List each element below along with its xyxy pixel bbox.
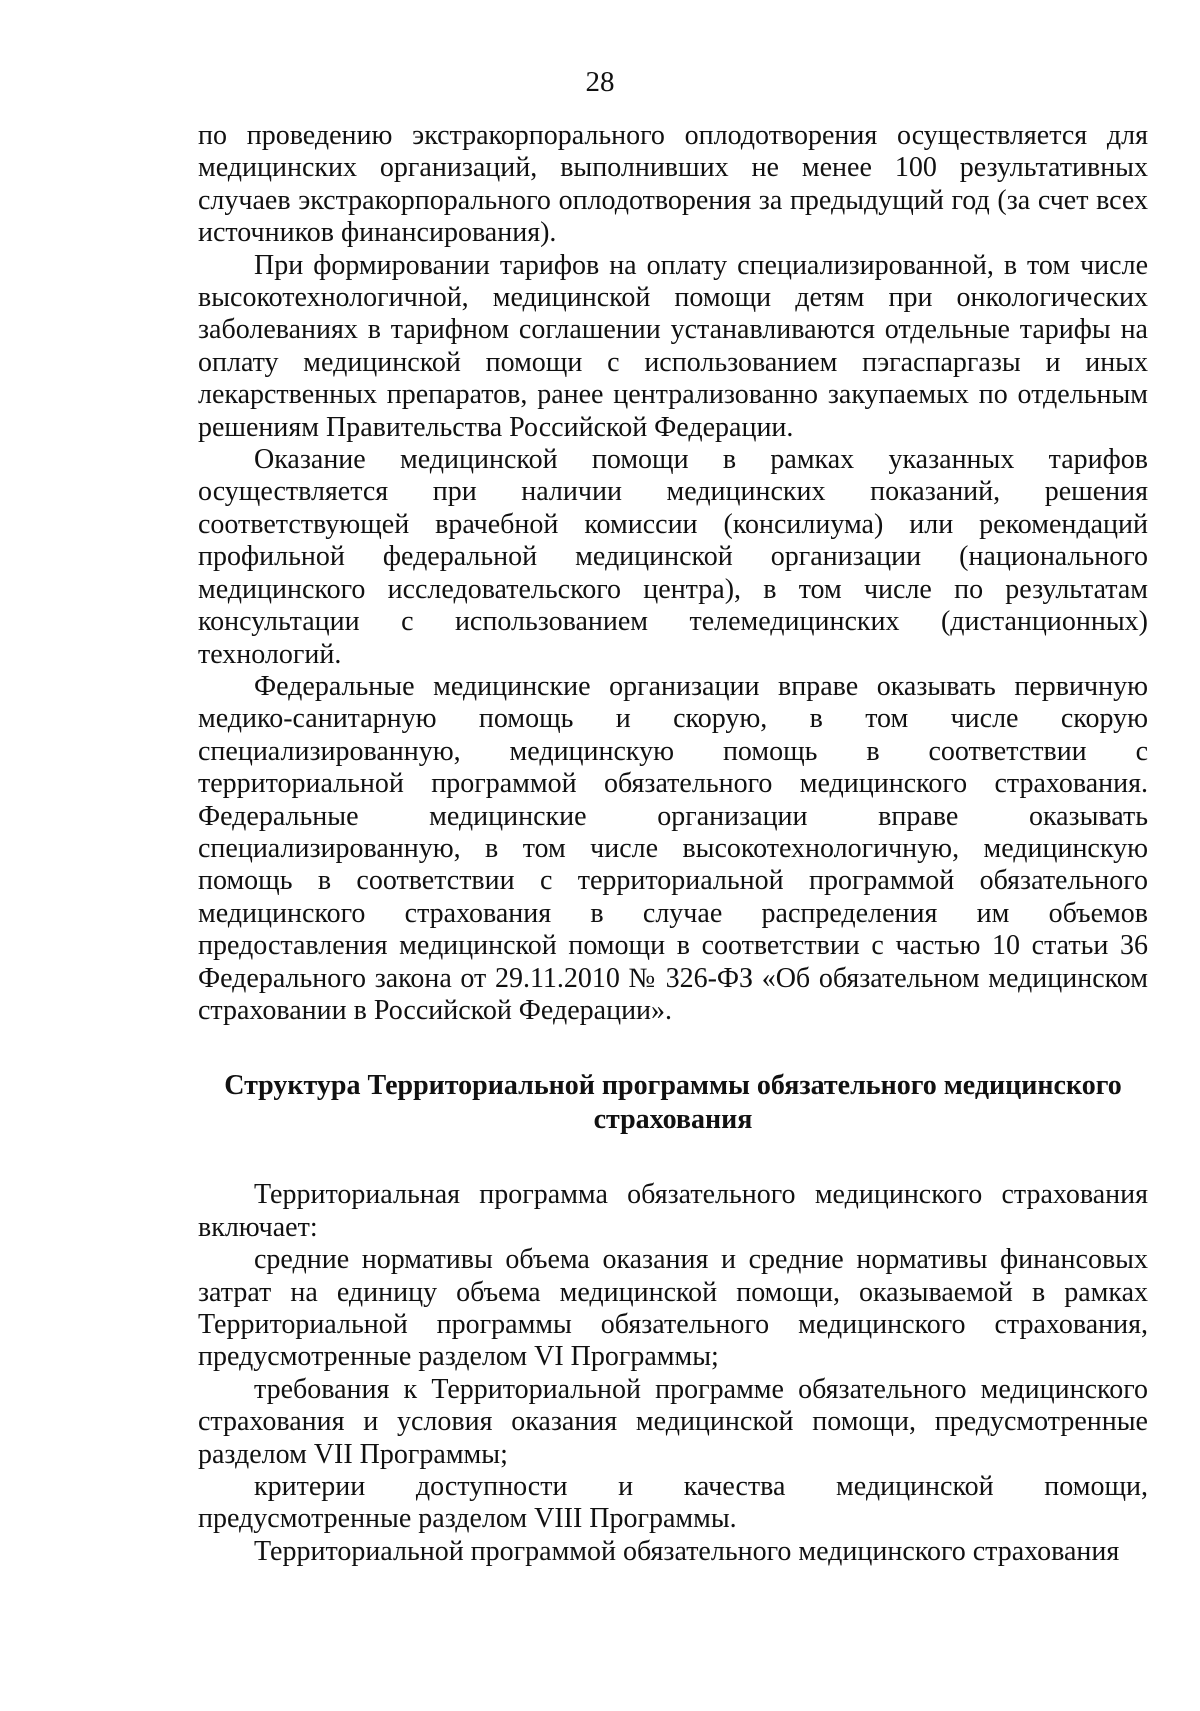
paragraph-federal-organizations: Федеральные медицинские организации вправе оказывать первичную медико-санитарную помощь и скорую, в том числе скорую специализированную, медицинскую помощь в соответствии с территориальной программой обязательного медицинского страхования. Федеральные медицинские организации вправе оказывать специализированную, в том числе высокотехнологичную, медицинскую помощь в соответствии с территориальной программой обязательного медицинского страхования в случае распределения им объемов предоставления медицинской помощи в соответствии с частью 10 статьи 36 Федерального закона от 29.11.2010 № 326-ФЗ «Об обязательном медицинском страховании в Российской Федерации».: [198, 670, 1148, 1026]
paragraph-ivf-continuation: по проведению экстракорпорального оплодотворения осуществляется для медицинских организаций, выполнивших не менее 100 результативных случаев экстракорпорального оплодотворения за предыдущий год (за счет всех источников финансирования).: [198, 120, 1148, 249]
section-heading: Структура Территориальной программы обязательного медицинского страхования: [224, 1070, 1122, 1136]
list-item-requirements: требования к Территориальной программе обязательного медицинского страхования и условия оказания медицинской помощи, предусмотренные разделом VII Программы;: [198, 1373, 1148, 1470]
list-item-average-standards: средние нормативы объема оказания и средние нормативы финансовых затрат на единицу объема медицинской помощи, оказываемой в рамках Территориальной программы обязательного медицинского страхования, предусмотренные разделом VI Программы;: [198, 1244, 1148, 1373]
paragraph-program-includes: Территориальная программа обязательного медицинского страхования включает:: [198, 1179, 1148, 1243]
paragraph-tariff-medical-indications: Оказание медицинской помощи в рамках указанных тарифов осуществляется при наличии медицинских показаний, решения соответствующей врачебной комиссии (консилиума) или рекомендаций профильной федеральной медицинской организации (национального медицинского исследовательского центра), в том числе по результатам консультации с использованием телемедицинских (дистанционных) технологий.: [198, 444, 1148, 670]
paragraph-program-continues: Территориальной программой обязательного медицинского страхования: [254, 1535, 1120, 1567]
document-body: [198, 120, 1148, 1568]
list-item-criteria: критерии доступности и качества медицинской помощи, предусмотренные разделом VIII Программы.: [198, 1471, 1148, 1535]
page-number: 28: [585, 66, 615, 98]
paragraph-tariffs-children-oncology: При формировании тарифов на оплату специализированной, в том числе высокотехнологичной, медицинской помощи детям при онкологических заболеваниях в тарифном соглашении устанавливаются отдельные тарифы на оплату медицинской помощи с использованием пэгаспаргазы и иных лекарственных препаратов, ранее централизованно закупаемых по отдельным решениям Правительства Российской Федерации.: [198, 249, 1148, 443]
